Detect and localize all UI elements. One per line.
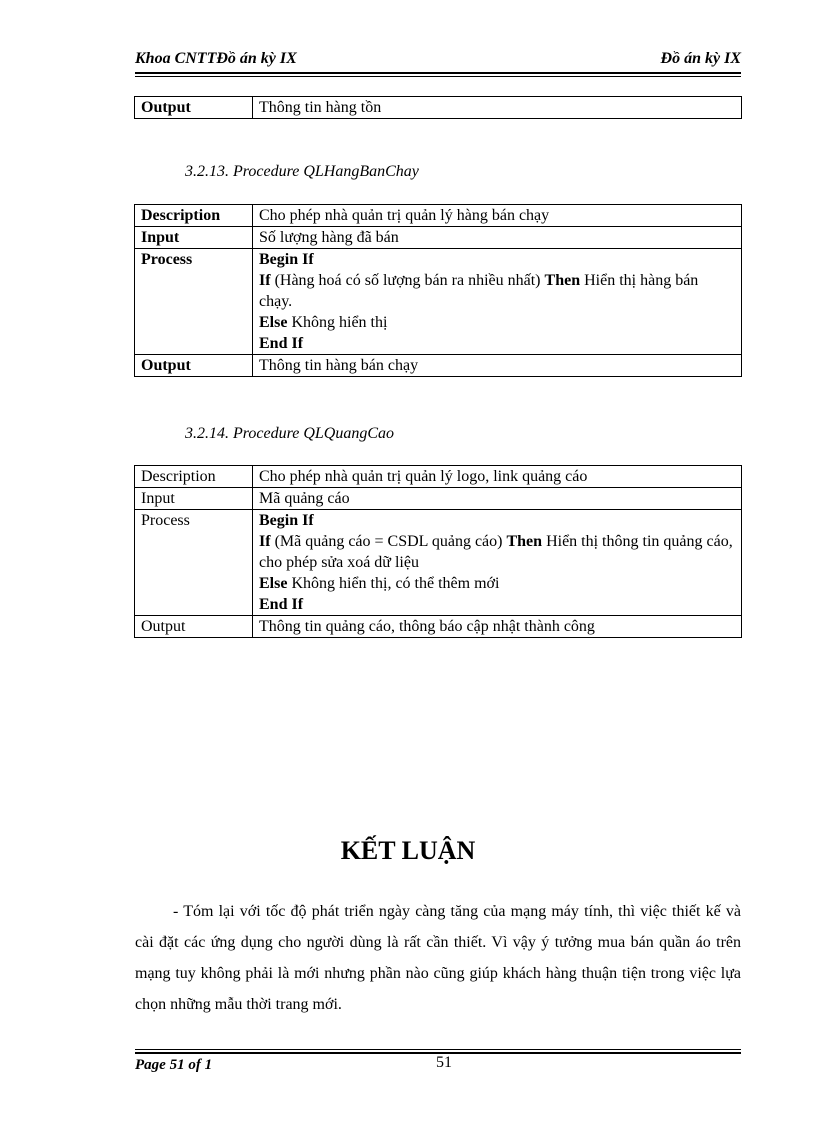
- else-text: Không hiển thị, có thể thêm mới: [287, 575, 500, 592]
- header-right-text: Đồ án kỳ IX: [660, 50, 741, 67]
- if-keyword: If: [259, 272, 271, 289]
- table-row: [135, 227, 742, 249]
- footer-page-number: 51: [436, 1054, 452, 1071]
- description-label: Description: [135, 466, 253, 488]
- header-rule-thin: [135, 76, 741, 77]
- output-label: Output: [135, 355, 253, 377]
- output-label: Output: [135, 97, 253, 119]
- section-title-qlhangbanchay: 3.2.13. Procedure QLHangBanChay: [185, 163, 419, 180]
- output-value: Thông tin quảng cáo, thông báo cập nhật thành công: [253, 616, 742, 638]
- then-keyword: Then: [544, 272, 581, 289]
- process-begin: Begin If: [259, 251, 314, 268]
- table-row: [135, 205, 742, 227]
- process-label: Process: [135, 510, 253, 616]
- process-label: Process: [135, 249, 253, 355]
- process-begin: Begin If: [259, 512, 314, 529]
- else-keyword: Else: [259, 314, 288, 331]
- section-title-qlquangcao: 3.2.14. Procedure QLQuangCao: [185, 425, 395, 442]
- output-value: Thông tin hàng tồn: [253, 97, 742, 119]
- conclusion-heading: KẾT LUẬN: [340, 836, 476, 865]
- table-row: [135, 616, 742, 638]
- table-row: [135, 488, 742, 510]
- process-end: End If: [259, 596, 304, 613]
- table-row: [135, 97, 742, 119]
- table-row: [135, 249, 742, 355]
- output-value: Thông tin hàng bán chạy: [253, 355, 742, 377]
- if-keyword: If: [259, 533, 271, 550]
- table-qlhangbanchay: [134, 204, 742, 377]
- then-text: Hiển thị thông tin quảng cáo, cho phép sửa xoá dữ liệu: [259, 533, 733, 571]
- table-hang-ton-output: [134, 96, 742, 119]
- header-left-text: Khoa CNTTĐồ án kỳ IX: [135, 50, 297, 67]
- table-qlquangcao: [134, 465, 742, 638]
- table-row: [135, 355, 742, 377]
- input-value: Mã quảng cáo: [253, 488, 742, 510]
- process-else-line: [259, 312, 735, 333]
- table-row: [135, 466, 742, 488]
- input-value: Số lượng hàng đã bán: [253, 227, 742, 249]
- else-text: Không hiển thị: [287, 314, 388, 331]
- header-rule-thick: [135, 72, 741, 74]
- output-label: Output: [135, 616, 253, 638]
- footer-page-label: Page 51 of 1: [135, 1057, 213, 1073]
- description-label: Description: [135, 205, 253, 227]
- input-label: Input: [135, 488, 253, 510]
- then-keyword: Then: [506, 533, 543, 550]
- description-value: Cho phép nhà quản trị quản lý logo, link quảng cáo: [253, 466, 742, 488]
- footer-rule-thin: [135, 1049, 741, 1050]
- process-if-line: [259, 270, 735, 312]
- description-value: Cho phép nhà quản trị quản lý hàng bán chạy: [253, 205, 742, 227]
- process-if-line: [259, 531, 735, 573]
- conclusion-paragraph: - Tóm lại với tốc độ phát triển ngày càng tăng của mạng máy tính, thì việc thiết kế và cài đặt các ứng dụng cho người dùng là rất cần thiết. Vì vậy ý tưởng mua bán quần áo trên mạng tuy không phải là mới nhưng phần nào cũng giúp khách hàng thuận tiện trong việc lựa chọn những mẫu thời trang mới.: [135, 903, 741, 1013]
- process-end: End If: [259, 335, 304, 352]
- else-keyword: Else: [259, 575, 288, 592]
- input-label: Input: [135, 227, 253, 249]
- process-value: [253, 249, 742, 355]
- if-condition: (Hàng hoá có số lượng bán ra nhiều nhất): [270, 272, 545, 289]
- if-condition: (Mã quảng cáo = CSDL quảng cáo): [270, 533, 507, 550]
- table-row: [135, 510, 742, 616]
- then-text: Hiển thị hàng bán chạy.: [259, 272, 699, 310]
- page-header: [135, 50, 741, 70]
- process-value: [253, 510, 742, 616]
- process-else-line: [259, 573, 735, 594]
